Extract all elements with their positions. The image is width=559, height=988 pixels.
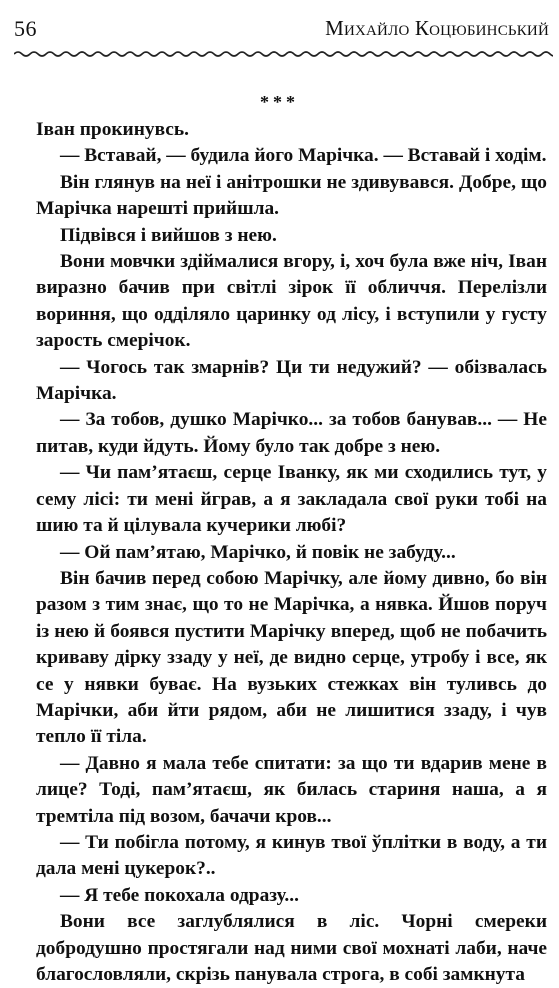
paragraph: Підвівся і вийшов з нею.: [60, 224, 277, 246]
wavy-header-rule: [14, 44, 553, 64]
paragraph: — Вставай, — будила його Марічка. — Вставай і ходім.: [60, 145, 547, 167]
paragraph: Він бачив перед собою Марічку, але йому дивно, бо він разом з тим знає, що то не Марічка, а нявка. Йшов поруч із нею й боявся пустити Марічку вперед, щоб не побачить криваву дірку ззаду у неї, де видно серце, утробу і все, як се у нявки буває. На вузьких стежках він туливсь до Марічки, аби йти рядом, аби не лишитися ззаду, і чув тепло її тіла.: [36, 567, 547, 748]
paragraph: Вони мовчки здіймалися вгору, і, хоч була вже ніч, Іван виразно бачив при світлі зірок її обличчя. Перелізли вориння, що одділяло царинку од лісу, і вступили у густу зарость смерічок.: [36, 251, 547, 352]
paragraph: — Давно я мала тебе спитати: за що ти вдарив мене в лице? Тоді, пам’ятаєш, як билась стариня наша, а я тремтіла під возом, бачачи кров...: [36, 752, 547, 827]
paragraph: — Чогось так змарнів? Ци ти недужий? — обізвалась Марічка.: [36, 356, 547, 405]
page-header: [14, 14, 549, 44]
paragraph: — Ой пам’ятаю, Марічко, й повік не забуду...: [60, 541, 456, 563]
paragraph: Іван прокинувсь.: [36, 119, 190, 140]
paragraph: — Я тебе покохала одразу...: [60, 884, 299, 906]
body-text: [36, 117, 547, 988]
paragraph: — Ти побігла потому, я кинув твої ўплітки в воду, а ти дала мені цукерок?..: [36, 831, 547, 880]
page-number: 56: [14, 16, 37, 41]
paragraph: — Чи пам’ятаєш, серце Іванку, як ми сходились тут, у сему лісі: ти мені йграв, а я закладала свої руки тобі на шию та й цілувала кучерики любі?: [36, 462, 547, 537]
section-break-asterisks: ***: [260, 92, 299, 112]
paragraph: Він глянув на неї і анітрошки не здивувався. Добре, що Марічка нарешті прийшла.: [36, 171, 547, 220]
running-title: Михайло Коцюбинський: [325, 16, 549, 40]
paragraph: — За тобов, душко Марічко... за тобов банував... — Не питав, куди йдуть. Йому було так добре з нею.: [36, 409, 547, 457]
paragraph: Вони все заглублялися в ліс. Чорні смереки добродушно простягали над ними свої мохнаті лаби, наче благословляли, скрізь панувала строга, в собі замкнута: [36, 911, 547, 985]
